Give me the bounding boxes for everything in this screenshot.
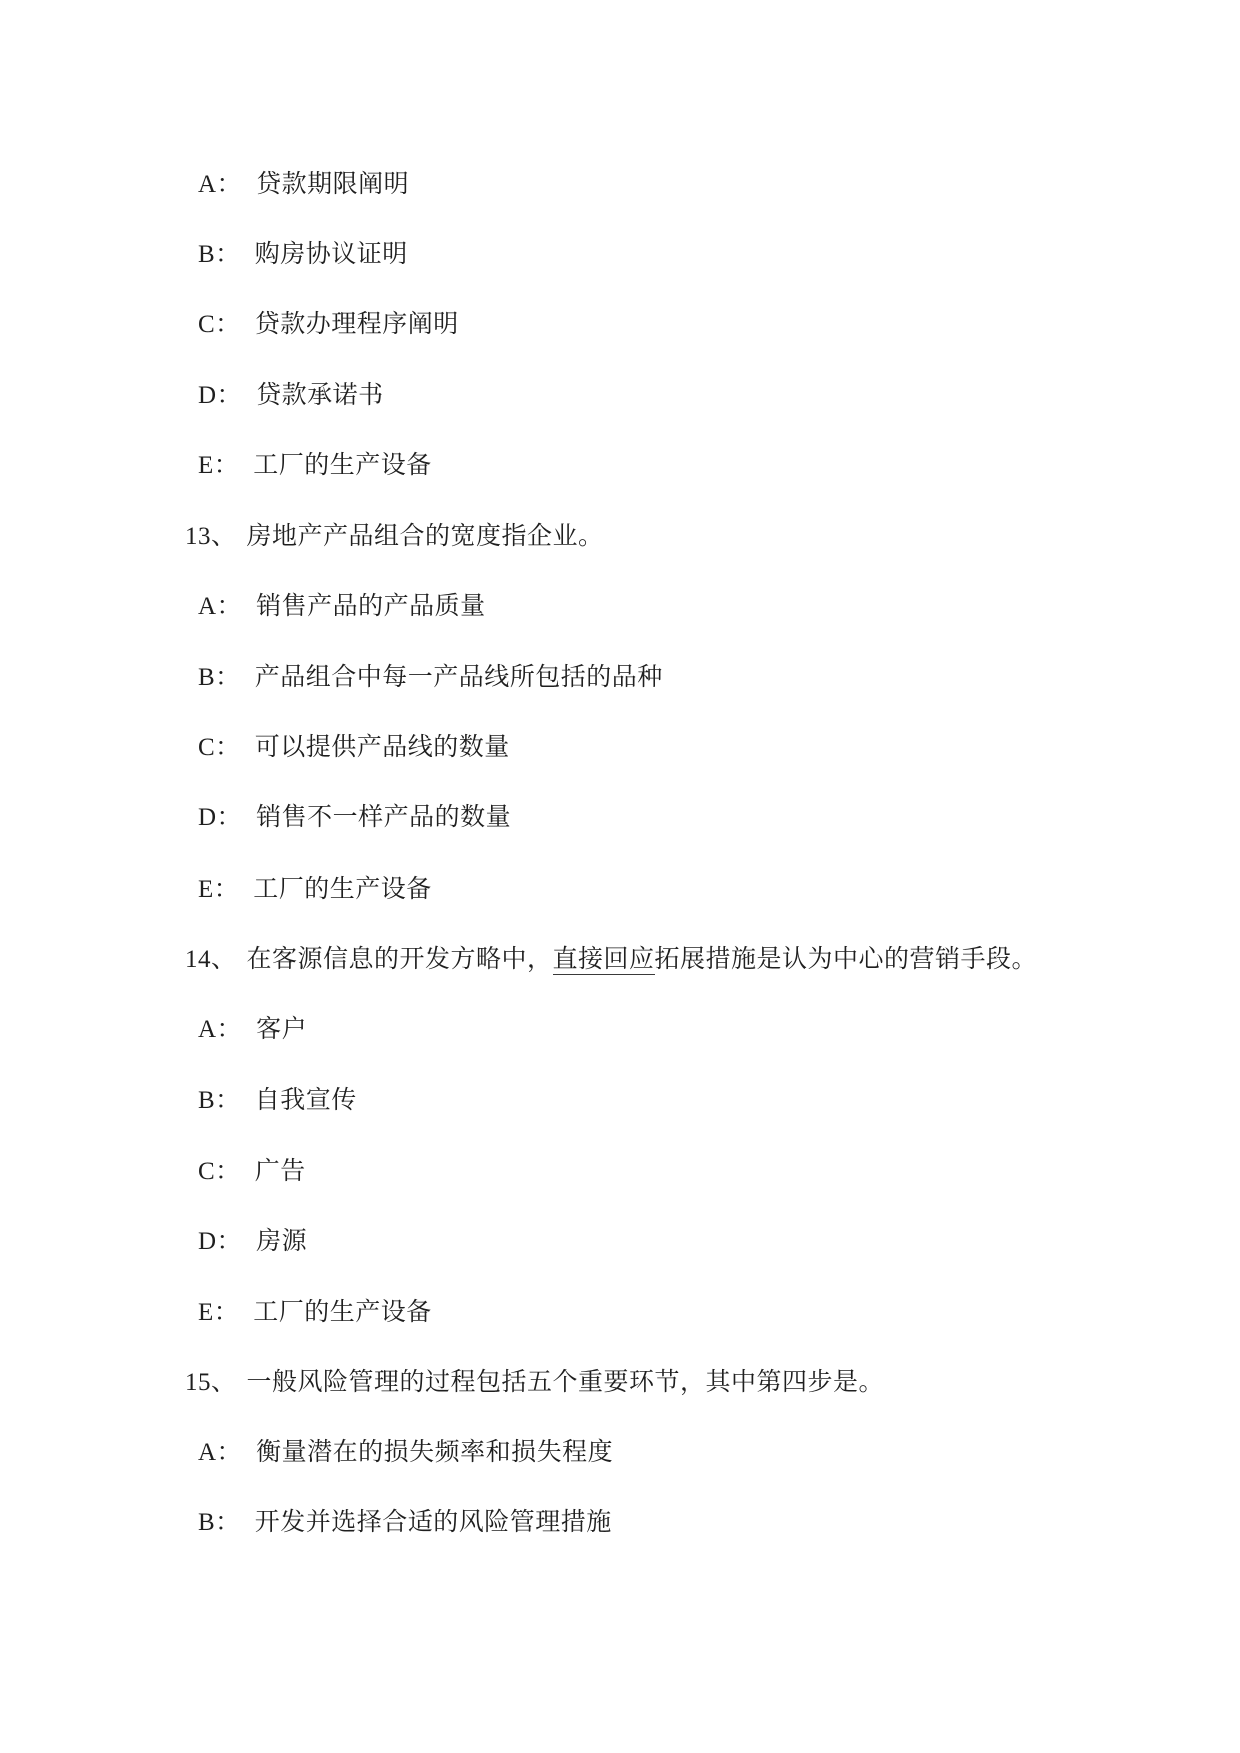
q14-option-e xyxy=(198,1296,432,1330)
option-text: 工厂的生产设备 xyxy=(253,876,432,903)
option-label: A： xyxy=(198,593,243,620)
option-label: D： xyxy=(198,1228,243,1255)
question-number: 15、 xyxy=(185,1369,237,1396)
option-text: 开发并选择合适的风险管理措施 xyxy=(254,1509,612,1536)
option-text: 工厂的生产设备 xyxy=(253,1299,432,1326)
option-label: C： xyxy=(198,311,241,338)
option-label: B： xyxy=(198,241,241,268)
option-text: 贷款承诺书 xyxy=(256,382,384,409)
q13-option-a xyxy=(198,590,486,624)
option-label: B： xyxy=(198,1087,241,1114)
option-text: 贷款办理程序阐明 xyxy=(254,311,459,338)
question-blank-underlined: 直接回应 xyxy=(552,946,655,973)
question-text: 房地产产品组合的宽度指企业。 xyxy=(246,523,604,550)
option-text: 衡量潜在的损失频率和损失程度 xyxy=(256,1439,614,1466)
question-text-suffix: 拓展措施是认为中心的营销手段。 xyxy=(654,946,1038,973)
q12-option-d xyxy=(198,379,384,413)
q15-stem xyxy=(185,1366,884,1400)
q13-stem xyxy=(185,520,604,554)
option-label: E： xyxy=(198,1299,240,1326)
q14-option-d xyxy=(198,1225,307,1259)
q12-option-c xyxy=(198,308,459,342)
q12-option-b xyxy=(198,238,408,272)
question-number: 14、 xyxy=(185,946,237,973)
q14-option-c xyxy=(198,1155,306,1189)
option-text: 产品组合中每一产品线所包括的品种 xyxy=(254,664,663,691)
option-label: A： xyxy=(198,1439,243,1466)
option-label: B： xyxy=(198,664,241,691)
question-number: 13、 xyxy=(185,523,237,550)
option-label: B： xyxy=(198,1509,241,1536)
option-text: 自我宣传 xyxy=(254,1087,357,1114)
q14-option-a xyxy=(198,1013,307,1047)
question-text: 一般风险管理的过程包括五个重要环节，其中第四步是。 xyxy=(246,1369,885,1396)
option-text: 广告 xyxy=(254,1158,306,1185)
option-text: 工厂的生产设备 xyxy=(253,452,432,479)
option-text: 销售不一样产品的数量 xyxy=(256,804,512,831)
q12-option-a xyxy=(198,168,409,202)
q13-option-b xyxy=(198,661,663,695)
q15-option-a xyxy=(198,1436,613,1470)
option-label: A： xyxy=(198,171,243,198)
option-label: A： xyxy=(198,1016,243,1043)
option-label: D： xyxy=(198,382,243,409)
option-text: 客户 xyxy=(256,1016,308,1043)
q14-option-b xyxy=(198,1084,357,1118)
option-text: 可以提供产品线的数量 xyxy=(254,734,510,761)
option-text: 销售产品的产品质量 xyxy=(256,593,486,620)
q13-option-d xyxy=(198,801,511,835)
option-label: E： xyxy=(198,452,240,479)
q12-option-e xyxy=(198,449,432,483)
q13-option-c xyxy=(198,731,510,765)
option-label: C： xyxy=(198,1158,241,1185)
q13-option-e xyxy=(198,873,432,907)
q14-stem xyxy=(185,943,1037,977)
option-text: 购房协议证明 xyxy=(254,241,408,268)
option-label: E： xyxy=(198,876,240,903)
option-label: D： xyxy=(198,804,243,831)
question-text-prefix: 在客源信息的开发方略中， xyxy=(246,946,553,973)
option-text: 贷款期限阐明 xyxy=(256,171,410,198)
option-label: C： xyxy=(198,734,241,761)
q15-option-b xyxy=(198,1506,612,1540)
option-text: 房源 xyxy=(256,1228,308,1255)
